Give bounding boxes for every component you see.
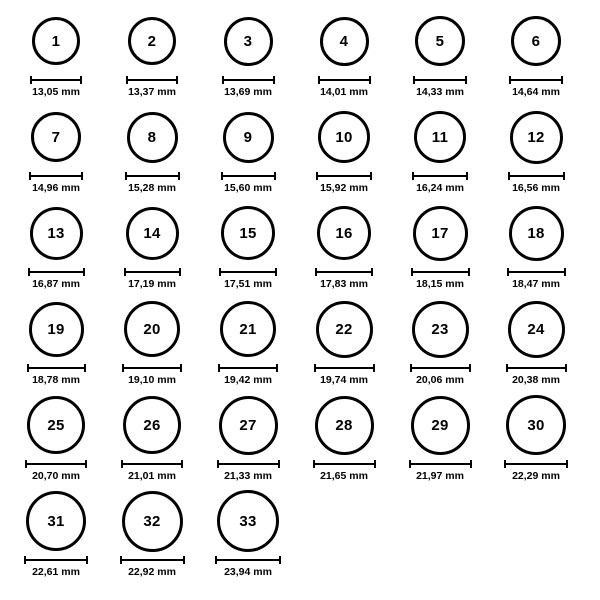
ring-row — [8, 202, 592, 298]
ring-diameter-text: 18,47 mm — [512, 278, 560, 290]
ring-circle — [506, 395, 566, 455]
ring-circle — [508, 301, 565, 358]
ring-circle-wrap — [32, 10, 80, 72]
ring-measure-bar — [29, 171, 83, 180]
ring-size-cell[interactable] — [392, 394, 488, 482]
ring-circle-wrap — [315, 394, 374, 456]
measure-bar-line — [27, 364, 86, 372]
measure-bar-line — [215, 556, 281, 564]
ring-diameter-text: 13,05 mm — [32, 86, 80, 98]
measure-bar-line — [222, 76, 275, 84]
measure-bar-line — [410, 364, 471, 372]
ring-row — [8, 298, 592, 394]
ring-diameter-text: 21,97 mm — [416, 470, 464, 482]
ring-measure-bar — [410, 363, 471, 372]
ring-size-cell[interactable] — [296, 394, 392, 482]
ring-size-label: 22 — [335, 320, 353, 338]
ring-circle — [320, 17, 369, 66]
ring-circle — [29, 302, 84, 357]
ring-size-cell[interactable] — [488, 298, 584, 386]
measure-bar-line — [24, 556, 88, 564]
ring-circle — [122, 491, 183, 552]
ring-measure-bar — [316, 171, 372, 180]
ring-circle-wrap — [128, 10, 176, 72]
measure-bar-line — [409, 460, 472, 468]
ring-measure-bar — [217, 459, 280, 468]
ring-measure-bar — [221, 171, 276, 180]
ring-circle — [315, 396, 374, 455]
ring-size-label: 19 — [47, 320, 65, 338]
ring-size-label: 4 — [339, 32, 349, 50]
ring-circle — [32, 17, 80, 65]
ring-measure-bar — [215, 555, 281, 564]
ring-size-cell[interactable] — [200, 106, 296, 194]
ring-row — [8, 10, 592, 106]
ring-size-label: 7 — [51, 128, 61, 146]
ring-diameter-text: 21,65 mm — [320, 470, 368, 482]
ring-measure-bar — [24, 555, 88, 564]
ring-size-cell[interactable] — [296, 298, 392, 386]
ring-circle — [317, 206, 371, 260]
ring-circle-wrap — [415, 10, 465, 72]
ring-circle-wrap — [219, 394, 278, 456]
ring-measure-bar — [509, 75, 563, 84]
ring-circle-wrap — [223, 106, 274, 168]
ring-circle-wrap — [414, 106, 466, 168]
ring-circle — [415, 16, 465, 66]
ring-size-label: 29 — [431, 416, 449, 434]
ring-circle — [126, 207, 179, 260]
ring-size-cell[interactable] — [296, 106, 392, 194]
ring-circle — [316, 301, 373, 358]
ring-row — [8, 490, 592, 586]
ring-measure-bar — [25, 459, 87, 468]
ring-size-cell[interactable] — [200, 394, 296, 482]
ring-size-label: 12 — [527, 128, 545, 146]
ring-circle — [411, 396, 470, 455]
ring-diameter-text: 14,96 mm — [32, 182, 80, 194]
ring-size-label: 33 — [239, 512, 257, 530]
ring-row — [8, 394, 592, 490]
ring-diameter-text: 18,15 mm — [416, 278, 464, 290]
ring-measure-bar — [507, 267, 566, 276]
ring-diameter-text: 15,60 mm — [224, 182, 272, 194]
ring-measure-bar — [120, 555, 185, 564]
ring-measure-bar — [218, 363, 278, 372]
ring-size-label: 25 — [47, 416, 65, 434]
measure-bar-line — [316, 172, 372, 180]
ring-circle — [219, 396, 278, 455]
ring-circle — [318, 111, 370, 163]
ring-size-label: 21 — [239, 320, 257, 338]
ring-size-cell[interactable] — [104, 490, 200, 578]
ring-diameter-text: 20,06 mm — [416, 374, 464, 386]
ring-circle — [223, 112, 274, 163]
ring-size-label: 32 — [143, 512, 161, 530]
ring-size-label: 16 — [335, 224, 353, 242]
ring-measure-bar — [506, 363, 567, 372]
ring-size-label: 14 — [143, 224, 161, 242]
ring-measure-bar — [30, 75, 82, 84]
ring-size-cell[interactable] — [8, 298, 104, 386]
measure-bar-line — [217, 460, 280, 468]
measure-bar-line — [508, 172, 565, 180]
ring-size-cell[interactable] — [392, 298, 488, 386]
measure-bar-line — [28, 268, 85, 276]
ring-diameter-text: 21,01 mm — [128, 470, 176, 482]
ring-size-cell[interactable] — [296, 10, 392, 98]
ring-size-label: 6 — [531, 32, 541, 50]
measure-bar-line — [125, 172, 180, 180]
measure-bar-line — [412, 172, 468, 180]
ring-circle-wrap — [26, 490, 86, 552]
ring-circle — [27, 396, 85, 454]
ring-measure-bar — [222, 75, 275, 84]
ring-measure-bar — [318, 75, 371, 84]
ring-measure-bar — [412, 171, 468, 180]
ring-size-label: 3 — [243, 32, 253, 50]
measure-bar-line — [313, 460, 376, 468]
ring-diameter-text: 23,94 mm — [224, 566, 272, 578]
ring-diameter-text: 17,19 mm — [128, 278, 176, 290]
ring-size-label: 13 — [47, 224, 65, 242]
ring-circle-wrap — [30, 202, 83, 264]
ring-circle — [220, 301, 276, 357]
ring-size-cell[interactable] — [104, 10, 200, 98]
measure-bar-line — [506, 364, 567, 372]
ring-circle-wrap — [217, 490, 279, 552]
ring-circle-wrap — [126, 202, 179, 264]
measure-bar-line — [126, 76, 178, 84]
measure-bar-line — [315, 268, 373, 276]
ring-size-cell[interactable] — [200, 490, 296, 578]
ring-measure-bar — [121, 459, 183, 468]
measure-bar-line — [29, 172, 83, 180]
ring-size-label: 27 — [239, 416, 257, 434]
measure-bar-line — [218, 364, 278, 372]
ring-diameter-text: 15,28 mm — [128, 182, 176, 194]
ring-measure-bar — [28, 267, 85, 276]
ring-size-label: 1 — [51, 32, 61, 50]
ring-size-label: 10 — [335, 128, 353, 146]
ring-measure-bar — [124, 267, 181, 276]
ring-measure-bar — [409, 459, 472, 468]
measure-bar-line — [30, 76, 82, 84]
ring-size-cell[interactable] — [392, 202, 488, 290]
measure-bar-line — [121, 460, 183, 468]
ring-size-cell[interactable] — [104, 202, 200, 290]
ring-circle-wrap — [220, 298, 276, 360]
ring-size-cell[interactable] — [296, 202, 392, 290]
ring-size-cell[interactable] — [488, 394, 584, 482]
ring-circle — [217, 490, 279, 552]
ring-diameter-text: 18,78 mm — [32, 374, 80, 386]
ring-circle-wrap — [508, 298, 565, 360]
measure-bar-line — [318, 76, 371, 84]
ring-size-cell[interactable] — [200, 298, 296, 386]
ring-measure-bar — [504, 459, 568, 468]
measure-bar-line — [314, 364, 375, 372]
ring-diameter-text: 20,70 mm — [32, 470, 80, 482]
ring-size-cell[interactable] — [200, 10, 296, 98]
ring-size-label: 18 — [527, 224, 545, 242]
ring-diameter-text: 17,51 mm — [224, 278, 272, 290]
ring-circle — [128, 17, 176, 65]
ring-diameter-text: 19,74 mm — [320, 374, 368, 386]
ring-circle-wrap — [29, 298, 84, 360]
ring-measure-bar — [413, 75, 467, 84]
measure-bar-line — [509, 76, 563, 84]
ring-circle-wrap — [317, 202, 371, 264]
measure-bar-line — [413, 76, 467, 84]
ring-measure-bar — [27, 363, 86, 372]
ring-size-label: 15 — [239, 224, 257, 242]
ring-diameter-text: 16,24 mm — [416, 182, 464, 194]
ring-circle — [127, 112, 178, 163]
ring-diameter-text: 21,33 mm — [224, 470, 272, 482]
ring-circle — [30, 207, 83, 260]
ring-size-cell[interactable] — [200, 202, 296, 290]
ring-size-cell[interactable] — [392, 10, 488, 98]
measure-bar-line — [124, 268, 181, 276]
ring-size-cell[interactable] — [488, 106, 584, 194]
measure-bar-line — [221, 172, 276, 180]
ring-diameter-text: 20,38 mm — [512, 374, 560, 386]
ring-circle — [221, 206, 275, 260]
ring-circle-wrap — [412, 298, 469, 360]
ring-size-label: 31 — [47, 512, 65, 530]
ring-circle — [510, 111, 563, 164]
ring-size-cell[interactable] — [104, 106, 200, 194]
ring-diameter-text: 16,56 mm — [512, 182, 560, 194]
ring-circle — [511, 16, 561, 66]
ring-diameter-text: 13,37 mm — [128, 86, 176, 98]
ring-size-label: 23 — [431, 320, 449, 338]
ring-diameter-text: 13,69 mm — [224, 86, 272, 98]
ring-measure-bar — [315, 267, 373, 276]
ring-diameter-text: 22,29 mm — [512, 470, 560, 482]
ring-diameter-text: 19,42 mm — [224, 374, 272, 386]
ring-size-label: 2 — [147, 32, 157, 50]
measure-bar-line — [411, 268, 470, 276]
ring-circle — [31, 112, 81, 162]
ring-size-label: 26 — [143, 416, 161, 434]
measure-bar-line — [507, 268, 566, 276]
ring-diameter-text: 14,64 mm — [512, 86, 560, 98]
ring-diameter-text: 17,83 mm — [320, 278, 368, 290]
ring-diameter-text: 16,87 mm — [32, 278, 80, 290]
ring-circle — [123, 396, 181, 454]
ring-size-label: 24 — [527, 320, 545, 338]
ring-circle-wrap — [510, 106, 563, 168]
ring-circle-wrap — [31, 106, 81, 168]
ring-circle-wrap — [224, 10, 273, 72]
ring-row — [8, 106, 592, 202]
ring-diameter-text: 15,92 mm — [320, 182, 368, 194]
ring-size-cell[interactable] — [104, 298, 200, 386]
ring-circle-wrap — [511, 10, 561, 72]
ring-circle-wrap — [316, 298, 373, 360]
ring-diameter-text: 22,92 mm — [128, 566, 176, 578]
ring-circle — [124, 301, 180, 357]
measure-bar-line — [219, 268, 277, 276]
ring-measure-bar — [126, 75, 178, 84]
ring-circle-wrap — [124, 298, 180, 360]
ring-size-label: 20 — [143, 320, 161, 338]
ring-diameter-text: 22,61 mm — [32, 566, 80, 578]
ring-circle-wrap — [221, 202, 275, 264]
ring-diameter-text: 19,10 mm — [128, 374, 176, 386]
ring-circle-wrap — [509, 202, 564, 264]
ring-circle — [509, 206, 564, 261]
ring-circle-wrap — [27, 394, 85, 456]
ring-circle — [413, 206, 468, 261]
ring-size-label: 9 — [243, 128, 253, 146]
ring-circle-wrap — [320, 10, 369, 72]
ring-size-cell[interactable] — [8, 490, 104, 578]
ring-circle-wrap — [127, 106, 178, 168]
ring-size-label: 30 — [527, 416, 545, 434]
measure-bar-line — [504, 460, 568, 468]
ring-size-label: 28 — [335, 416, 353, 434]
ring-circle-wrap — [411, 394, 470, 456]
ring-size-cell[interactable] — [488, 10, 584, 98]
ring-circle-wrap — [123, 394, 181, 456]
ring-measure-bar — [122, 363, 182, 372]
ring-diameter-text: 14,01 mm — [320, 86, 368, 98]
ring-measure-bar — [411, 267, 470, 276]
ring-circle — [412, 301, 469, 358]
ring-circle-wrap — [413, 202, 468, 264]
ring-measure-bar — [508, 171, 565, 180]
ring-size-label: 11 — [431, 128, 449, 146]
ring-size-cell[interactable] — [488, 202, 584, 290]
ring-measure-bar — [314, 363, 375, 372]
ring-measure-bar — [313, 459, 376, 468]
ring-size-cell[interactable] — [8, 106, 104, 194]
ring-size-label: 17 — [431, 224, 449, 242]
ring-circle-wrap — [318, 106, 370, 168]
ring-size-label: 8 — [147, 128, 157, 146]
measure-bar-line — [120, 556, 185, 564]
ring-circle — [414, 111, 466, 163]
ring-size-cell[interactable] — [104, 394, 200, 482]
ring-circle-wrap — [122, 490, 183, 552]
ring-size-cell[interactable] — [8, 202, 104, 290]
ring-measure-bar — [125, 171, 180, 180]
ring-measure-bar — [219, 267, 277, 276]
ring-size-cell[interactable] — [392, 106, 488, 194]
ring-size-label: 5 — [435, 32, 445, 50]
ring-circle — [26, 491, 86, 551]
ring-size-cell[interactable] — [8, 10, 104, 98]
measure-bar-line — [25, 460, 87, 468]
ring-size-cell[interactable] — [8, 394, 104, 482]
ring-circle-wrap — [506, 394, 566, 456]
measure-bar-line — [122, 364, 182, 372]
ring-diameter-text: 14,33 mm — [416, 86, 464, 98]
ring-circle — [224, 17, 273, 66]
